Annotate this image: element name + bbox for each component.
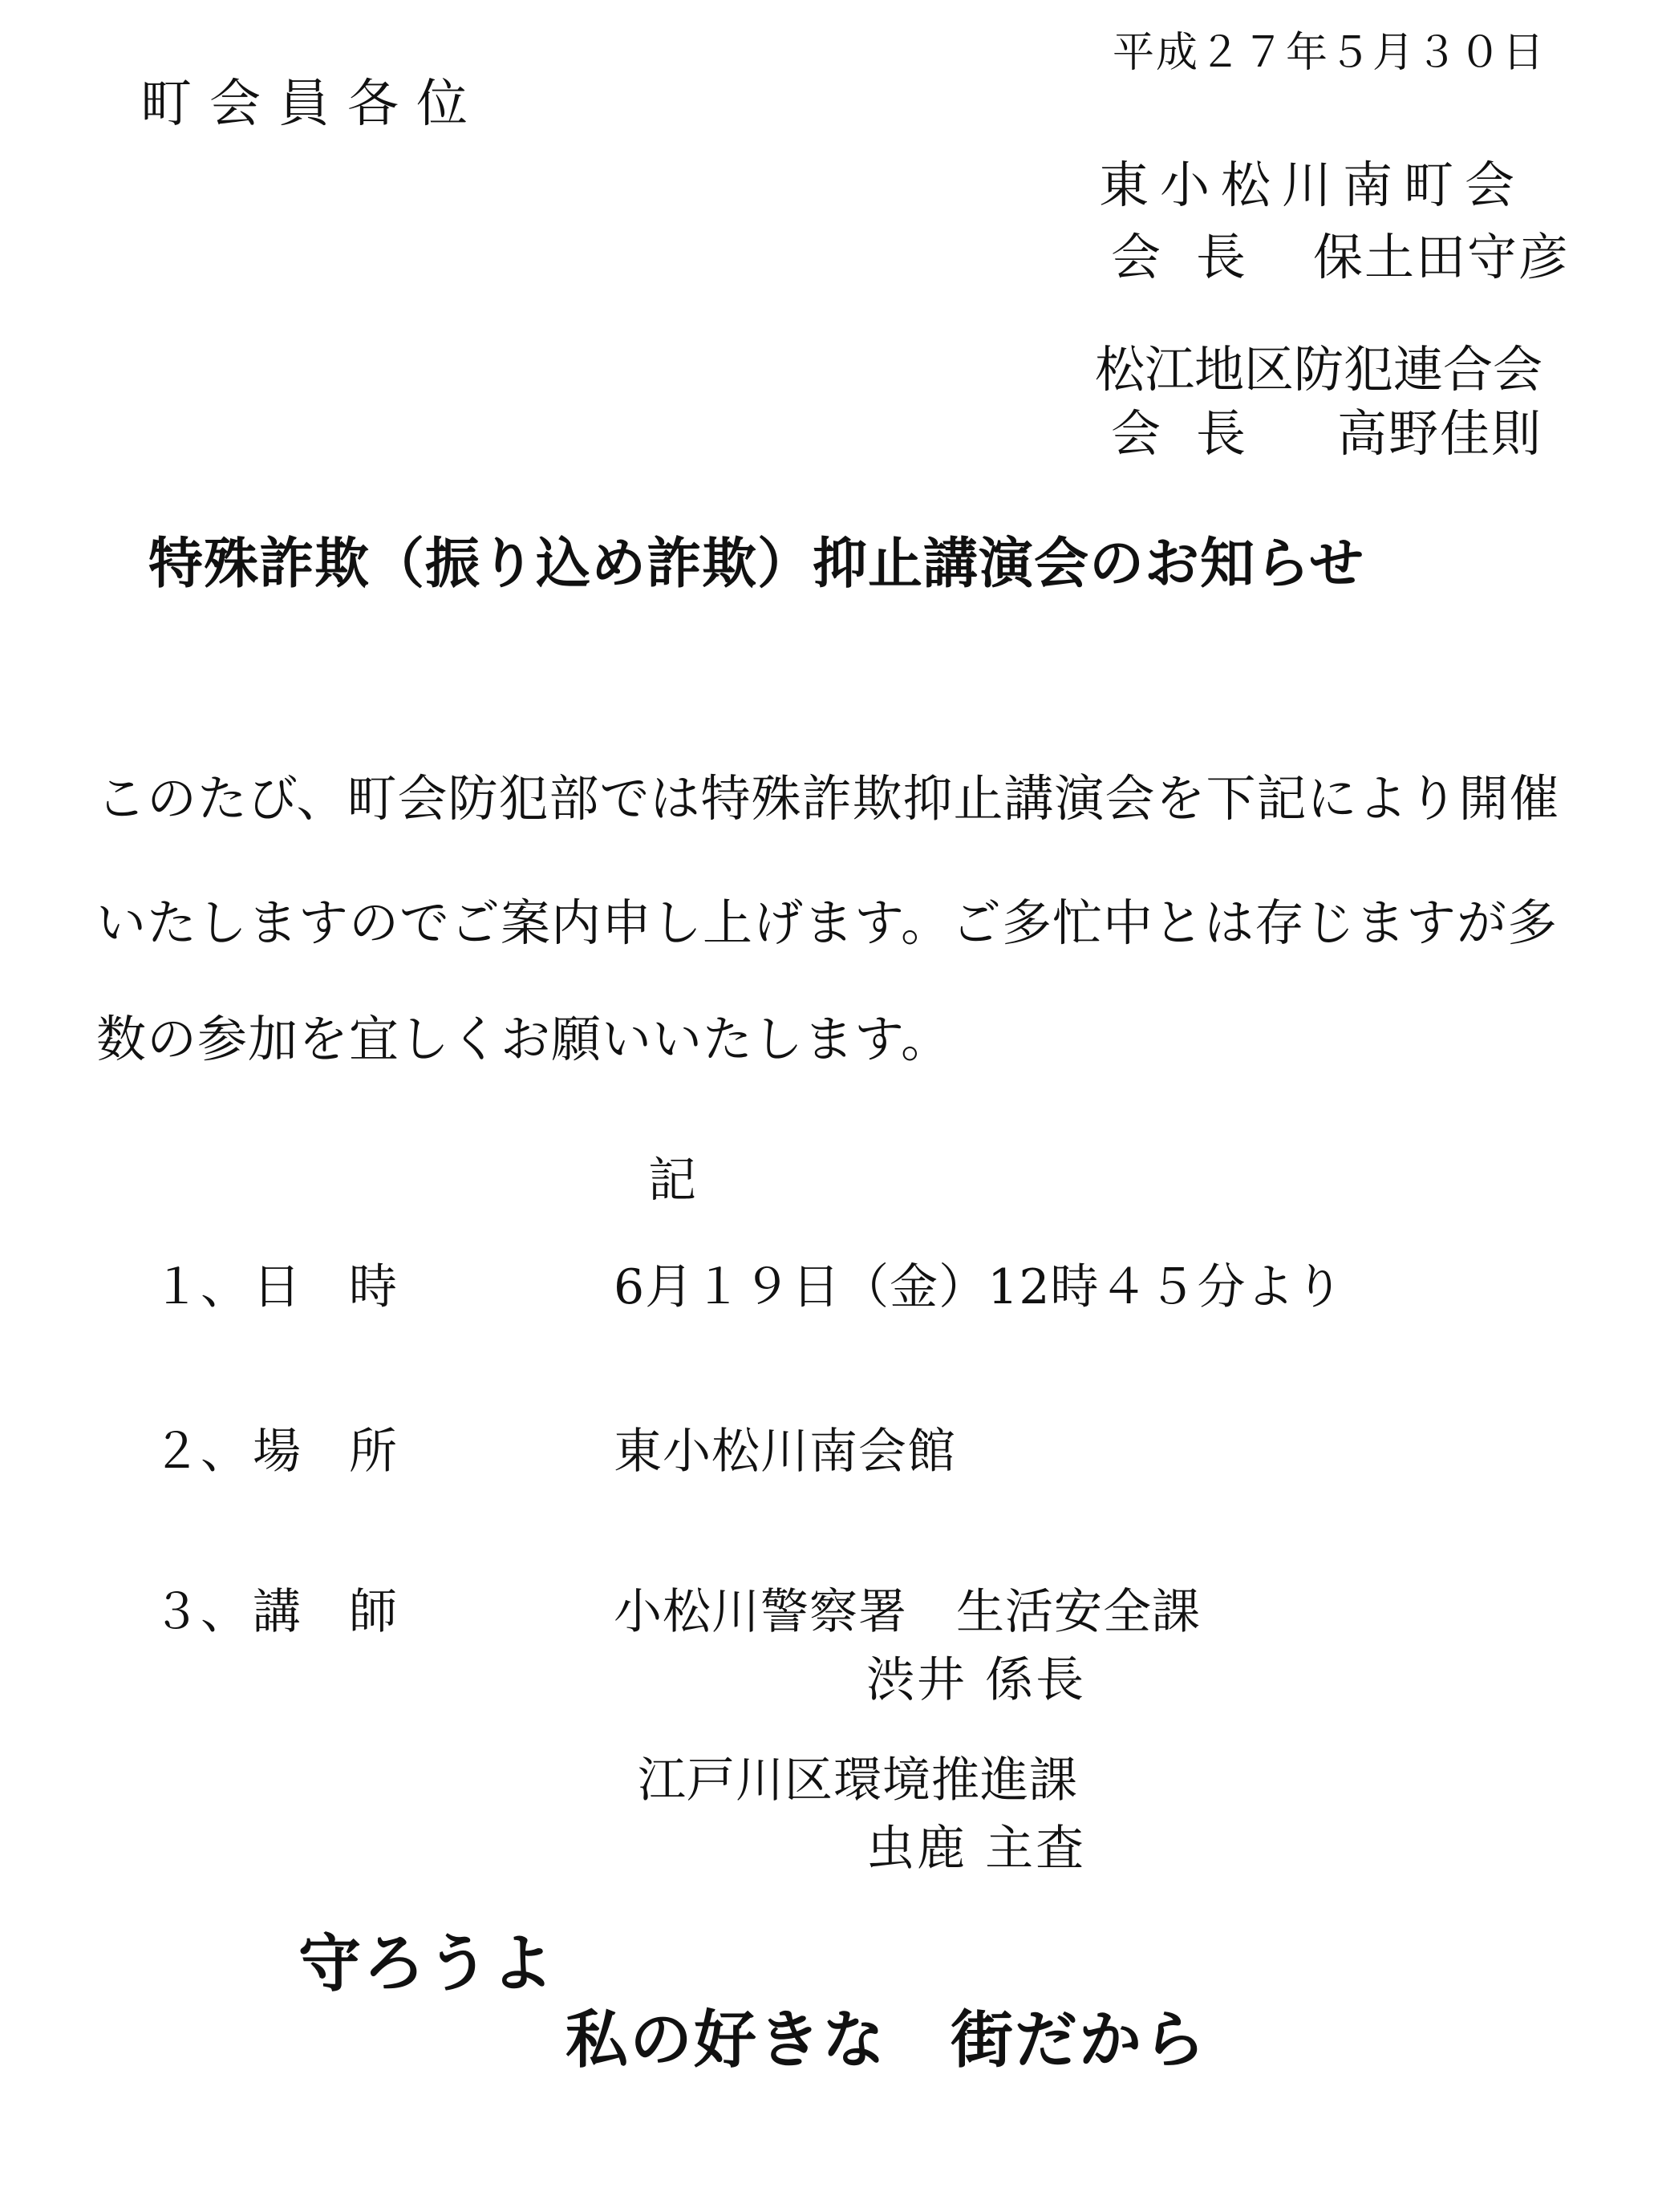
body-text-line: 数の参加を宜しくお願いいたします。	[96, 1010, 952, 1068]
item-label-venue	[152, 1424, 445, 1480]
sender-organization: 東小松川南町会	[1099, 156, 1526, 214]
body-text-line: いたしますのでご案内申し上げます。ご多忙中とは存じますが多	[96, 893, 1559, 952]
addressee: 町会員各位	[140, 75, 485, 134]
item-number: １、	[152, 1259, 249, 1315]
slogan-line: 守ろうよ	[298, 1928, 556, 2000]
item-value-datetime: 6月１９日（金）12時４５分より	[614, 1259, 1344, 1315]
additional-lecturer-organization: 江戸川区環境推進課	[638, 1752, 1078, 1809]
slogan-line: 私の好きな 街だから	[566, 2004, 1208, 2076]
item-label-text: 日時	[253, 1259, 445, 1315]
sender-role: 会長	[1111, 228, 1282, 286]
document-title: 特殊詐欺（振り込め詐欺）抑止講演会のお知らせ	[148, 533, 1364, 596]
document-date: 平成２７年５月３０日	[1112, 29, 1546, 77]
sender-name: 保土田守彦	[1313, 228, 1571, 286]
lecturer-name: 渋井 係長	[866, 1652, 1087, 1708]
sender-name: 高野佳則	[1337, 404, 1543, 463]
item-number: ３、	[152, 1584, 249, 1640]
item-label-text: 講師	[253, 1584, 445, 1640]
item-label-text: 場所	[253, 1424, 445, 1480]
item-value-lecturer: 小松川警察署 生活安全課	[614, 1584, 1201, 1640]
sender-organization: 松江地区防犯連合会	[1095, 340, 1543, 399]
sender-signature	[1111, 228, 1571, 286]
item-label-datetime	[152, 1259, 445, 1315]
ki-heading: 記	[648, 1153, 696, 1209]
item-value-venue: 東小松川南会館	[614, 1424, 956, 1480]
sender-role: 会長	[1111, 404, 1282, 463]
item-label-lecturer	[152, 1584, 445, 1640]
item-number: ２、	[152, 1424, 249, 1480]
body-text-line: このたび、町会防犯部では特殊詐欺抑止講演会を下記により開催	[96, 769, 1560, 828]
additional-lecturer-name: 虫鹿 主査	[866, 1821, 1087, 1877]
sender-signature	[1111, 404, 1543, 463]
